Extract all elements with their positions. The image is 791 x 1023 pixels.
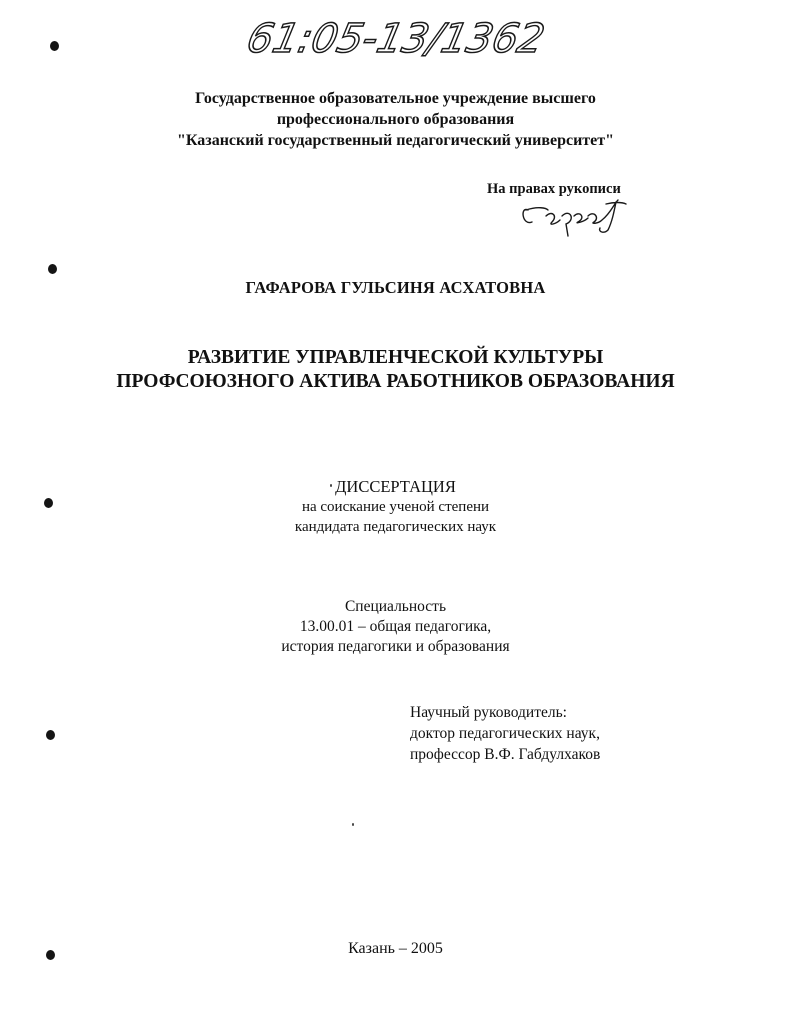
specialty-block bbox=[0, 597, 791, 657]
institution-line-3: "Казанский государственный педагогический университет" bbox=[176, 132, 614, 149]
dissertation-title bbox=[0, 346, 791, 394]
scan-speck bbox=[352, 823, 354, 826]
author-name: ГАФАРОВА ГУЛЬСИНЯ АСХАТОВНА bbox=[245, 278, 546, 297]
author-signature bbox=[518, 196, 628, 238]
institution-line-2: профессионального образования bbox=[276, 111, 515, 128]
archive-number bbox=[242, 10, 550, 70]
advisor-block bbox=[410, 702, 600, 765]
advisor-line-1: доктор педагогических наук, bbox=[410, 725, 600, 742]
specialty-label: Специальность bbox=[344, 598, 447, 615]
punch-hole bbox=[50, 41, 59, 51]
signature-handwriting bbox=[518, 196, 628, 238]
specialty-line-1: 13.00.01 – общая педагогика, bbox=[299, 618, 492, 635]
city-year: Казань – 2005 bbox=[348, 940, 443, 957]
document-type bbox=[0, 477, 791, 537]
title-line-2: ПРОФСОЮЗНОГО АКТИВА РАБОТНИКОВ ОБРАЗОВАНИЯ bbox=[116, 371, 675, 392]
institution-line-1: Государственное образовательное учреждение высшего bbox=[195, 90, 596, 107]
punch-hole bbox=[46, 730, 55, 740]
advisor-line-2: профессор В.Ф. Габдулхаков bbox=[410, 746, 601, 763]
archive-number-handwriting bbox=[242, 10, 550, 70]
advisor-label: Научный руководитель: bbox=[410, 704, 567, 721]
document-type-heading: ДИССЕРТАЦИЯ bbox=[335, 477, 456, 496]
document-type-line-1: на соискание ученой степени bbox=[301, 499, 490, 515]
title-line-1: РАЗВИТИЕ УПРАВЛЕНЧЕСКОЙ КУЛЬТУРЫ bbox=[187, 347, 604, 368]
document-type-line-2: кандидата педагогических наук bbox=[294, 519, 497, 535]
specialty-line-2: история педагогики и образования bbox=[281, 638, 510, 655]
institution-header bbox=[0, 88, 791, 151]
punch-hole bbox=[48, 264, 57, 274]
archive-number-text: 61:05-13/1362 bbox=[242, 14, 549, 62]
rights-label: На правах рукописи bbox=[487, 181, 621, 197]
